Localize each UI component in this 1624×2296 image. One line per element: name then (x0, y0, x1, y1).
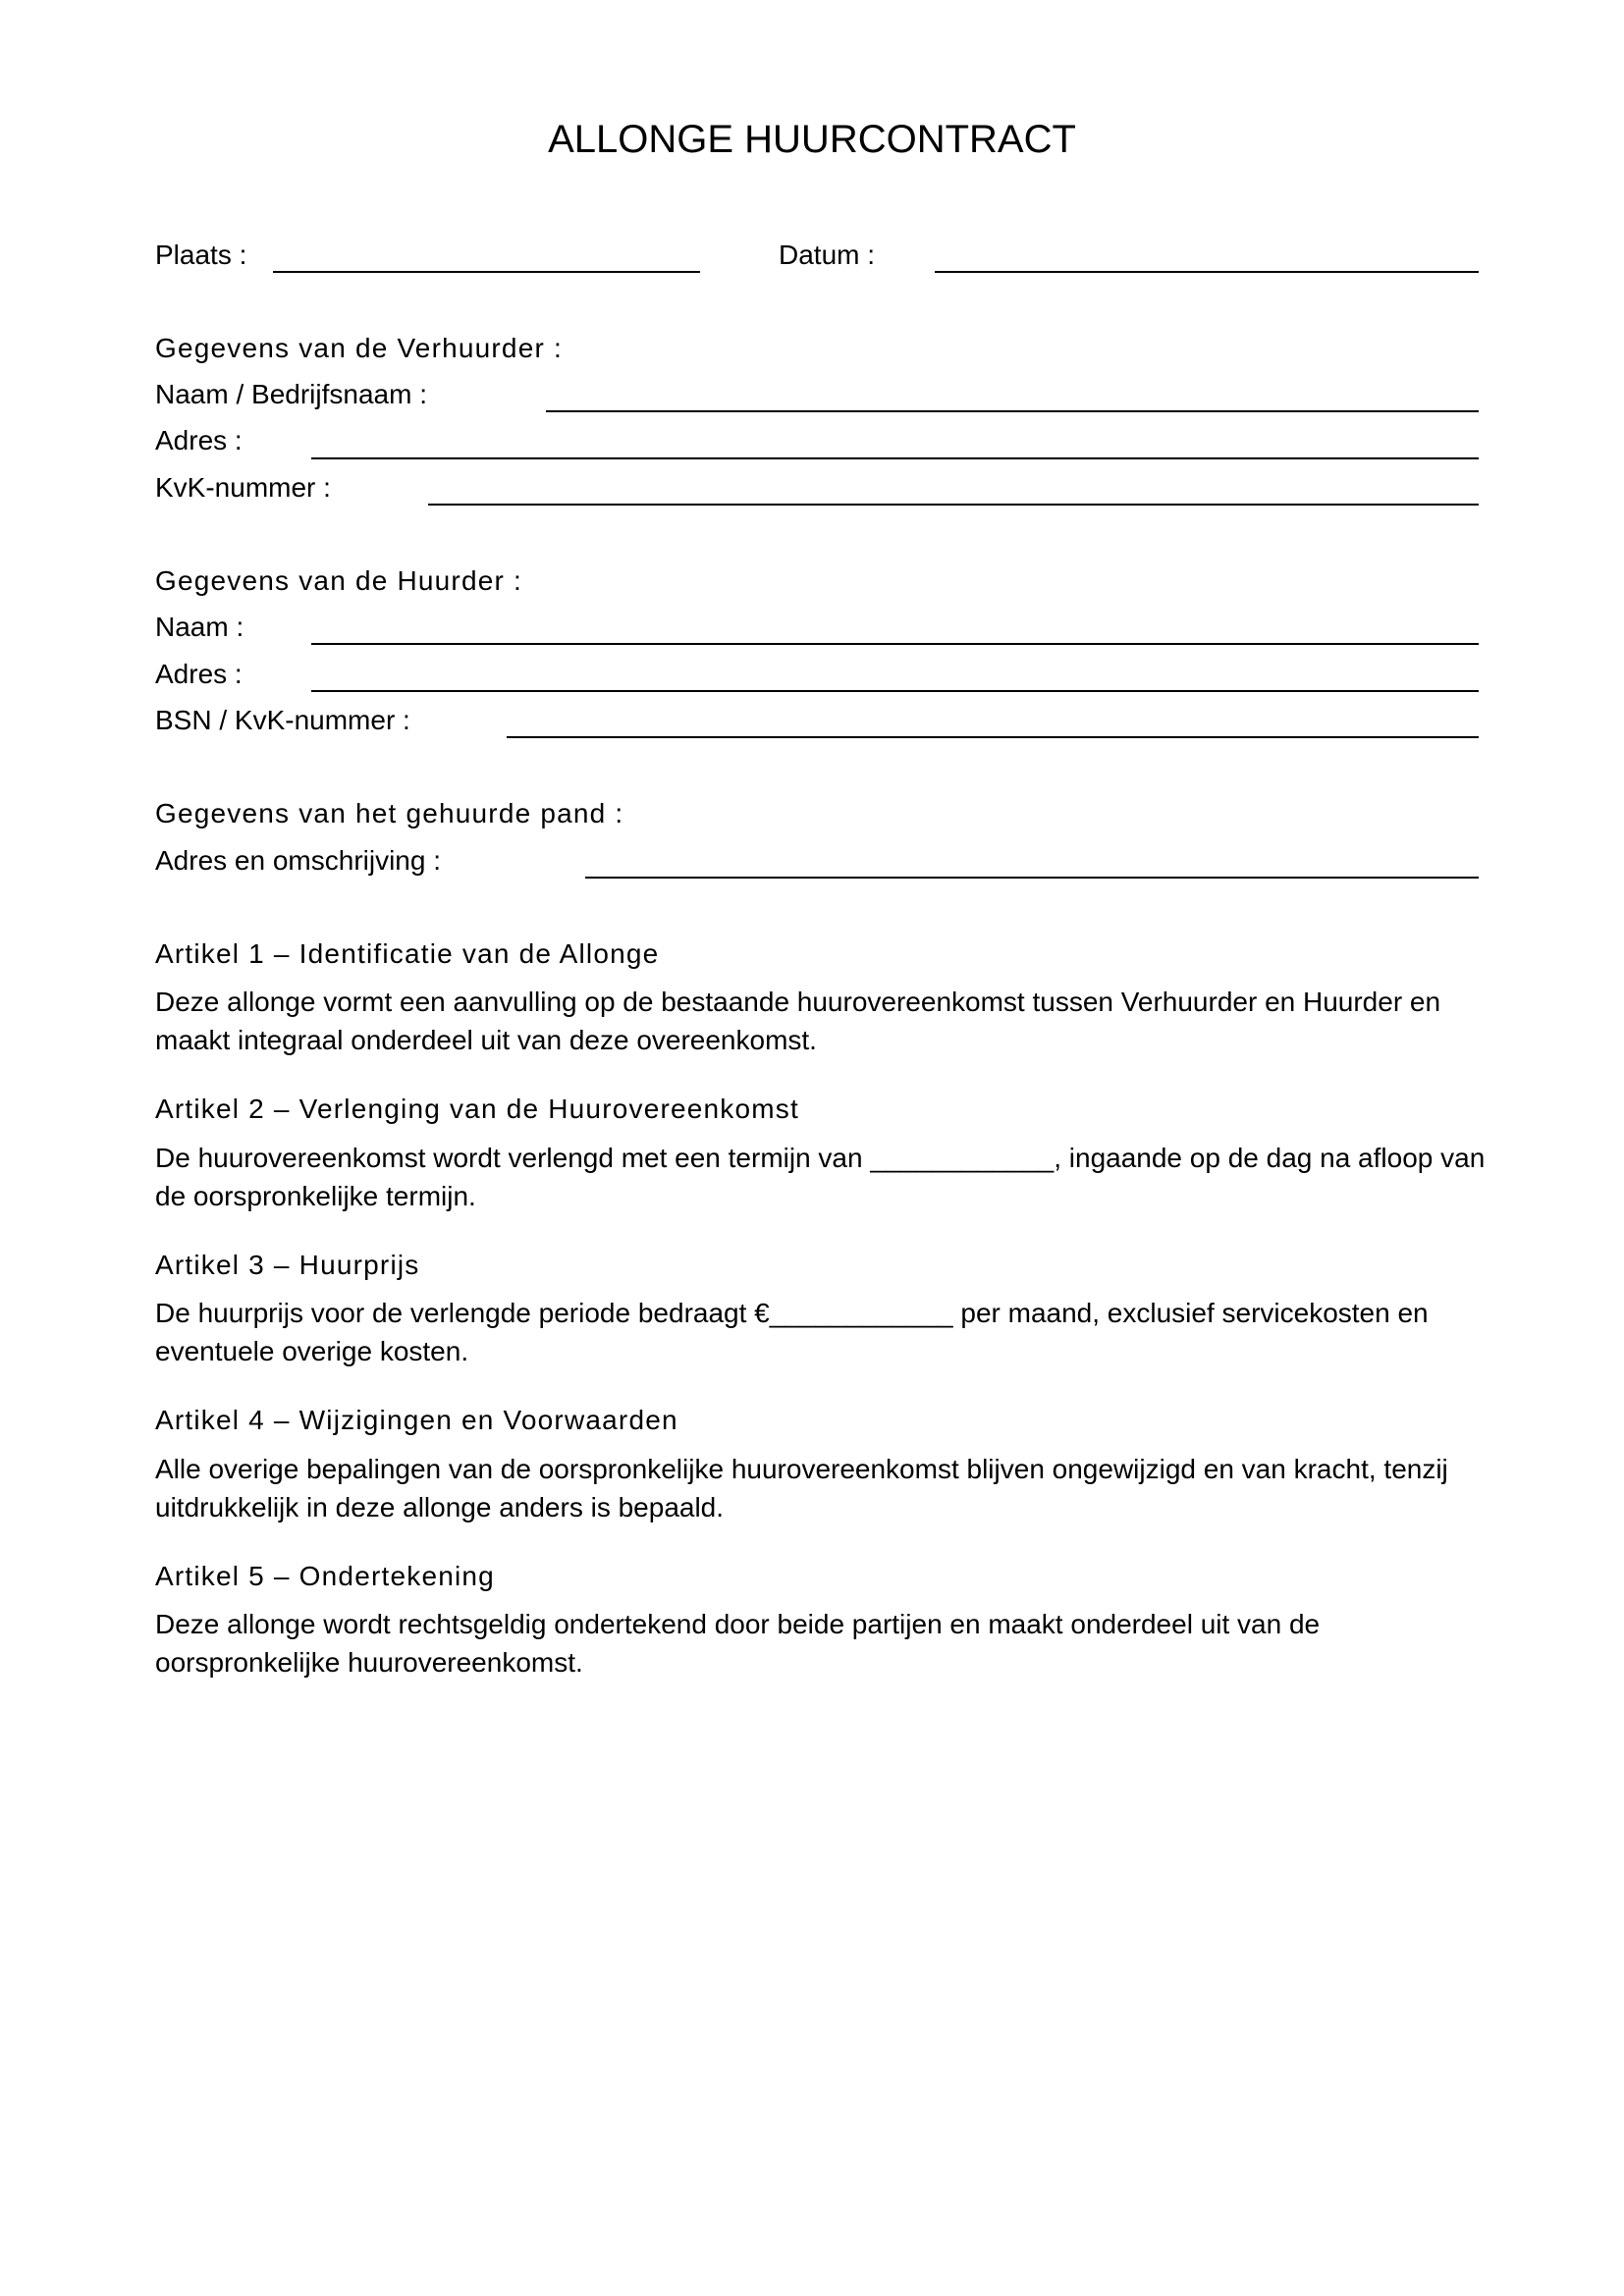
article-4-heading: Artikel 4 – Wijzigingen en Voorwaarden (155, 1405, 678, 1435)
landlord-name-field[interactable] (546, 410, 1479, 412)
article-1-text: Deze allonge vormt een aanvulling op de bestaande huurovereenkomst tussen Verhuurder en Huurder en maakt integraal onderdeel uit van deze overeenkomst. (155, 987, 1441, 1055)
tenant-address-field[interactable] (311, 690, 1479, 692)
article-4-text: Alle overige bepalingen van de oorspronkelijke huurovereenkomst blijven ongewijzigd en van kracht, tenzij uitdrukkelijk in deze allonge anders is bepaald. (155, 1454, 1448, 1522)
landlord-kvk-label: KvK-nummer : (155, 472, 331, 503)
tenant-heading: Gegevens van de Huurder : (155, 565, 522, 596)
article-2-text: De huurovereenkomst wordt verlengd met een termijn van ____________, ingaande op de dag na afloop van de oorspronkelijke termijn. (155, 1143, 1486, 1211)
landlord-address-field[interactable] (311, 457, 1479, 459)
article-5-heading: Artikel 5 – Ondertekening (155, 1561, 495, 1591)
property-heading: Gegevens van het gehuurde pand : (155, 798, 624, 828)
landlord-kvk-field[interactable] (428, 504, 1479, 506)
tenant-bsn-field[interactable] (507, 736, 1479, 738)
landlord-name-label: Naam / Bedrijfsnaam : (155, 379, 427, 409)
property-address-label: Adres en omschrijving : (155, 845, 442, 876)
landlord-heading: Gegevens van de Verhuurder : (155, 333, 563, 363)
place-label: Plaats : (155, 240, 247, 270)
date-field[interactable] (935, 271, 1479, 273)
tenant-name-field[interactable] (311, 643, 1479, 645)
tenant-name-label: Naam : (155, 612, 244, 642)
article-1-heading: Artikel 1 – Identificatie van de Allonge (155, 938, 660, 969)
date-label: Datum : (779, 240, 876, 270)
landlord-address-label: Adres : (155, 425, 243, 455)
property-address-field[interactable] (585, 877, 1479, 879)
place-field[interactable] (273, 271, 700, 273)
article-3-text: De huurprijs voor de verlengde periode bedraagt €____________ per maand, exclusief servicekosten en eventuele overige kosten. (155, 1298, 1429, 1366)
tenant-address-label: Adres : (155, 659, 243, 689)
article-2-heading: Artikel 2 – Verlenging van de Huurovereenkomst (155, 1094, 799, 1124)
article-5-text: Deze allonge wordt rechtsgeldig ondertekend door beide partijen en maakt onderdeel uit van de oorspronkelijke huurovereenkomst. (155, 1609, 1321, 1678)
article-3-heading: Artikel 3 – Huurprijs (155, 1250, 420, 1280)
tenant-bsn-label: BSN / KvK-nummer : (155, 705, 410, 735)
document-title: ALLONGE HUURCONTRACT (548, 118, 1076, 161)
